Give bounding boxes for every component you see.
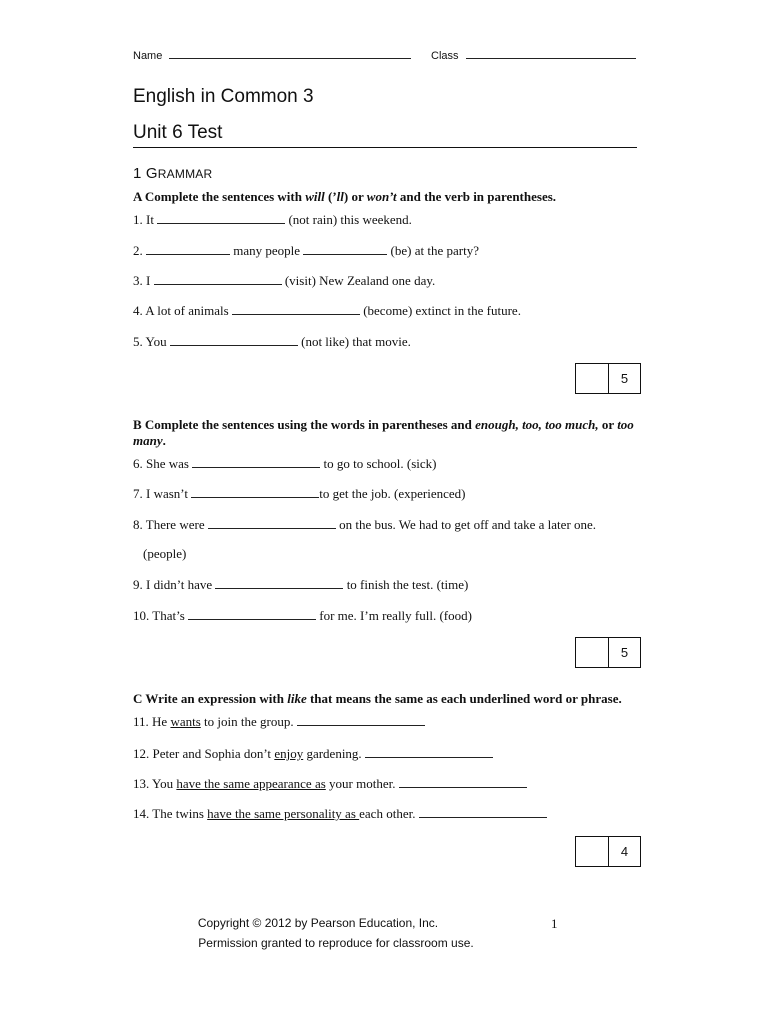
question-12: 12. Peter and Sophia don’t enjoy gardening. [133,745,493,762]
answer-blank[interactable] [419,805,547,818]
part-c-instruction: C Write an expression with like that means the same as each underlined word or phrase. [133,691,622,706]
section-rest: RAMMAR [157,167,213,181]
answer-blank[interactable] [232,302,360,315]
score-total: 5 [620,371,629,386]
name-field-row [133,49,411,62]
score-box-a [575,363,641,394]
question-11: 11. He wants to join the group. [133,713,425,730]
answer-blank[interactable] [154,272,282,285]
answer-blank[interactable] [208,516,336,529]
question-2: 2. many people (be) at the party? [133,243,479,258]
question-9: 9. I didn’t have to finish the test. (time) [133,577,469,592]
class-field-row [431,49,636,62]
question-13: 13. You have the same appearance as your mother. [133,775,527,792]
answer-blank[interactable] [188,607,316,620]
answer-blank[interactable] [191,485,319,498]
book-title: English in Common 3 [133,86,314,107]
unit-title: Unit 6 Test [133,122,223,143]
class-blank [466,49,636,59]
part-a-instruction: A Complete the sentences with will (’ll) or won’t and the verb in parentheses. [133,189,557,204]
question-5: 5. You (not like) that movie. [133,334,411,349]
title-rule [133,147,637,148]
question-1: 1. It (not rain) this weekend. [133,212,412,227]
question-14: 14. The twins have the same personality as each other. [133,805,547,822]
answer-blank[interactable] [215,576,343,589]
answer-blank[interactable] [157,211,285,224]
question-4: 4. A lot of animals (become) extinct in the future. [133,303,521,318]
question-6: 6. She was to go to school. (sick) [133,456,437,471]
class-label: Class [431,50,459,62]
score-total: 5 [620,645,629,660]
answer-blank[interactable] [192,455,320,468]
answer-blank[interactable] [170,333,298,346]
score-total: 4 [620,844,629,859]
question-3: 3. I (visit) New Zealand one day. [133,273,436,288]
section-heading [133,165,212,182]
question-8: 8. There were on the bus. We had to get off and take a later one. [133,517,597,532]
score-box-c [575,836,641,867]
permission-text: Permission granted to reproduce for classroom use. [198,936,474,950]
answer-blank[interactable] [303,242,387,255]
part-b-instruction: B Complete the sentences using the words in parentheses and enough, too, too much, or too many. [133,417,634,448]
answer-blank[interactable] [297,713,425,726]
score-box-b [575,637,641,668]
answer-blank[interactable] [399,775,527,788]
page-number: 1 [551,916,558,931]
name-blank [169,49,411,59]
name-label: Name [133,50,163,62]
section-first-letter: G [145,165,158,182]
answer-blank[interactable] [365,745,493,758]
answer-blank[interactable] [146,242,230,255]
question-7: 7. I wasn’t to get the job. (experienced) [133,486,466,501]
copyright-text: Copyright © 2012 by Pearson Education, Inc. [197,916,439,930]
question-10: 10. That’s for me. I’m really full. (food) [133,608,472,623]
question-8-hint: (people) [143,546,187,561]
section-number: 1 [133,165,142,182]
